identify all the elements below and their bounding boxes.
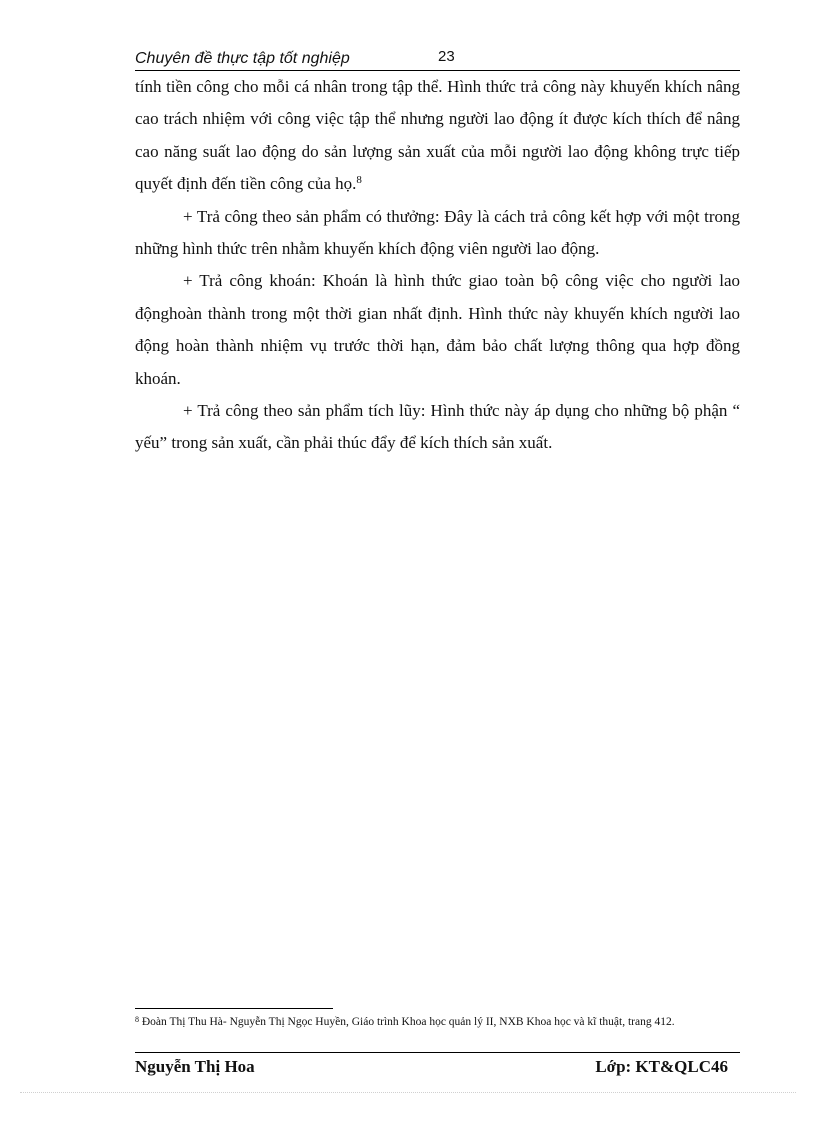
- page-bottom-edge: [20, 1092, 796, 1093]
- footnote-separator: [135, 1008, 333, 1009]
- paragraph-text: tính tiền công cho mỗi cá nhân trong tập thể. Hình thức trả công này khuyến khích nâng cao trách nhiệm với công việc tập thể nhưng người lao động ít được kích thích để nâng cao năng suất lao động do sản lượng sản xuất của mỗi người lao động không trực tiếp quyết định đến tiền công của họ.: [135, 77, 740, 194]
- paragraph-bonus-payment: + Trả công theo sản phẩm có thưởng: Đây là cách trả công kết hợp với một trong những hình thức trên nhằm khuyến khích động viên người lao động.: [135, 206, 740, 259]
- footnote-reference[interactable]: 8: [356, 174, 362, 187]
- page-footer: [135, 1052, 740, 1077]
- footer-class: Lớp: KT&QLC46: [595, 1057, 728, 1076]
- footer-author: Nguyễn Thị Hoa: [135, 1057, 255, 1076]
- footnote-marker: 8: [135, 1015, 139, 1024]
- footnote-text: Đoàn Thị Thu Hà- Nguyễn Thị Ngọc Huyền, Giáo trình Khoa học quản lý II, NXB Khoa học và kĩ thuật, trang 412.: [139, 1016, 675, 1028]
- paragraph-cumulative-payment: + Trả công theo sản phẩm tích lũy: Hình thức này áp dụng cho những bộ phận “ yếu” trong sản xuất, cần phải thúc đẩy để kích thích sản xuất.: [135, 401, 740, 453]
- main-text: [135, 71, 740, 460]
- paragraph-contract-payment: + Trả công khoán: Khoán là hình thức giao toàn bộ công việc cho người lao độnghoàn thành trong một thời gian nhất định. Hình thức này khuyến khích người lao động hoàn thành nhiệm vụ trước thời hạn, đảm bảo chất lượng thông qua hợp đồng khoán.: [135, 271, 740, 388]
- footnote: [135, 1015, 740, 1029]
- header-title: Chuyên đề thực tập tốt nghiệp: [135, 50, 350, 67]
- paragraph-continuation: [135, 71, 740, 201]
- page-number: 23: [438, 48, 455, 65]
- page-header: [135, 48, 740, 71]
